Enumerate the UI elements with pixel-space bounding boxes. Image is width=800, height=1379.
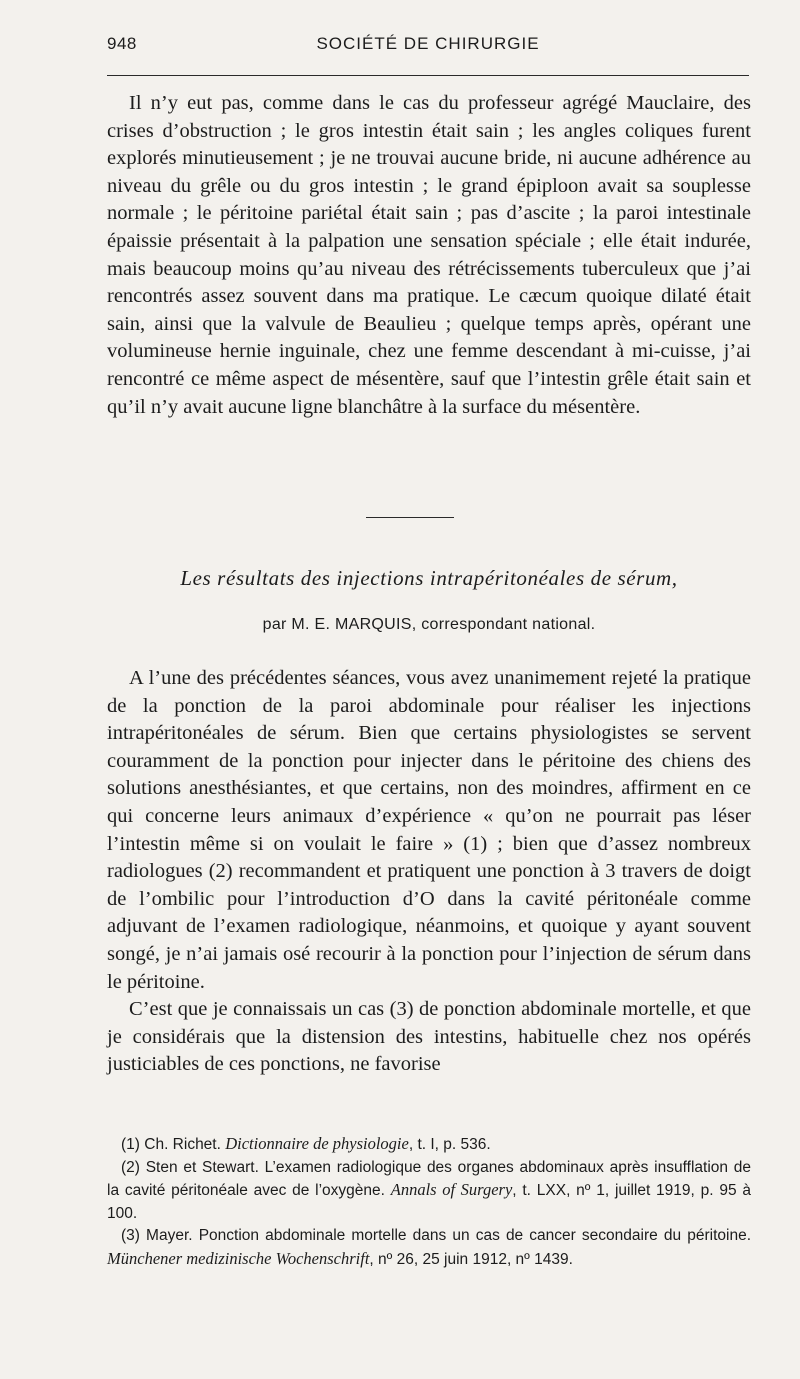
footnote [107,1133,751,1157]
footnote-text: , nº 26, 25 juin 1912, nº 1439. [369,1250,573,1268]
footnote-citation: Annals of Surgery [390,1180,513,1200]
footnote-text: , t. I, p. 536. [408,1136,491,1153]
footnote [107,1157,751,1226]
footnote-text: (2) Sten et Stewart. L’examen radiologique des organes abdominaux après insufflation de la cavité péritonéale avec de l’oxygène. [107,1158,751,1200]
article-byline: par M. E. MARQUIS, correspondant national. [262,616,596,633]
footnote-text: (1) Ch. Richet. [121,1136,226,1153]
section-divider [366,517,454,518]
journal-title: SOCIÉTÉ DE CHIRURGIE [316,34,540,53]
footnote-text: , t. LXX, nº 1, juillet 1919, p. 95 à 100. [107,1182,752,1222]
footnotes [107,1133,751,1272]
footnote-text: (3) Mayer. Ponction abdominale mortelle dans un cas de cancer secondaire du péritoine. [121,1227,751,1245]
page-number: 948 [107,34,137,53]
running-head [107,34,749,58]
footnote-citation: Dictionnaire de physiologie [225,1134,409,1153]
paragraph: A l’une des précédentes séances, vous avez unanimement rejeté la pratique de la ponction de la paroi abdominale pour réaliser les injections intrapéritonéales de sérum. Bien que certains physiologistes se servent couramment de la ponction pour injecter dans le péritoine des chiens des solutions anesthésiantes, et que certains, non des moindres, affirment en ce qui concerne leurs animaux d’expérience « qu’on ne pourrait pas léser l’intestin même si on voulait le faire » (1) ; bien que d’assez nombreux radiologues (2) recommandent et pratiquent une ponction à 3 travers de doigt de l’ombilic pour l’introduction d’O dans la cavité péritonéale comme adjuvant de l’examen radiologique, néanmoins, et quoique y ayant souvent songé, je n’ai jamais osé recourir à la ponction pour l’injection de sérum dans le péritoine. [107,667,751,993]
article-body [107,665,751,1079]
header-rule [107,75,749,76]
previous-article-text [107,90,751,421]
footnote-citation: Münchener medizinische Wochenschrift [107,1248,370,1268]
article-title: Les résultats des injections intrapéritonéales de sérum, [180,566,678,590]
footnote [107,1225,751,1271]
paragraph: C’est que je connaissais un cas (3) de ponction abdominale mortelle, et que je considérais que la distension des intestins, habituelle chez nos opérés justiciables de ces ponctions, ne favorise [107,998,751,1076]
paragraph: Il n’y eut pas, comme dans le cas du professeur agrégé Mauclaire, des crises d’obstruction ; le gros intestin était sain ; les angles coliques furent explorés minutieusement ; je ne trouvai aucune bride, ni aucune adhérence au niveau du grêle ou du gros intestin ; le grand épiploon avait sa souplesse normale ; le péritoine pariétal était sain ; pas d’ascite ; la paroi intestinale épaissie présentait à la palpation une sensation spéciale ; elle était indurée, mais beaucoup moins qu’au niveau des rétrécissements tuberculeux que j’ai rencontrés assez souvent dans ma pratique. Le cæcum quoique dilaté était sain, ainsi que la valvule de Beaulieu ; quelque temps après, opérant une volumineuse hernie inguinale, chez une femme descendant à mi-cuisse, j’ai rencontré ce même aspect de mésentère, sauf que l’intestin grêle était sain et qu’il n’y avait aucune ligne blanchâtre à la surface du mésentère. [107,92,751,418]
